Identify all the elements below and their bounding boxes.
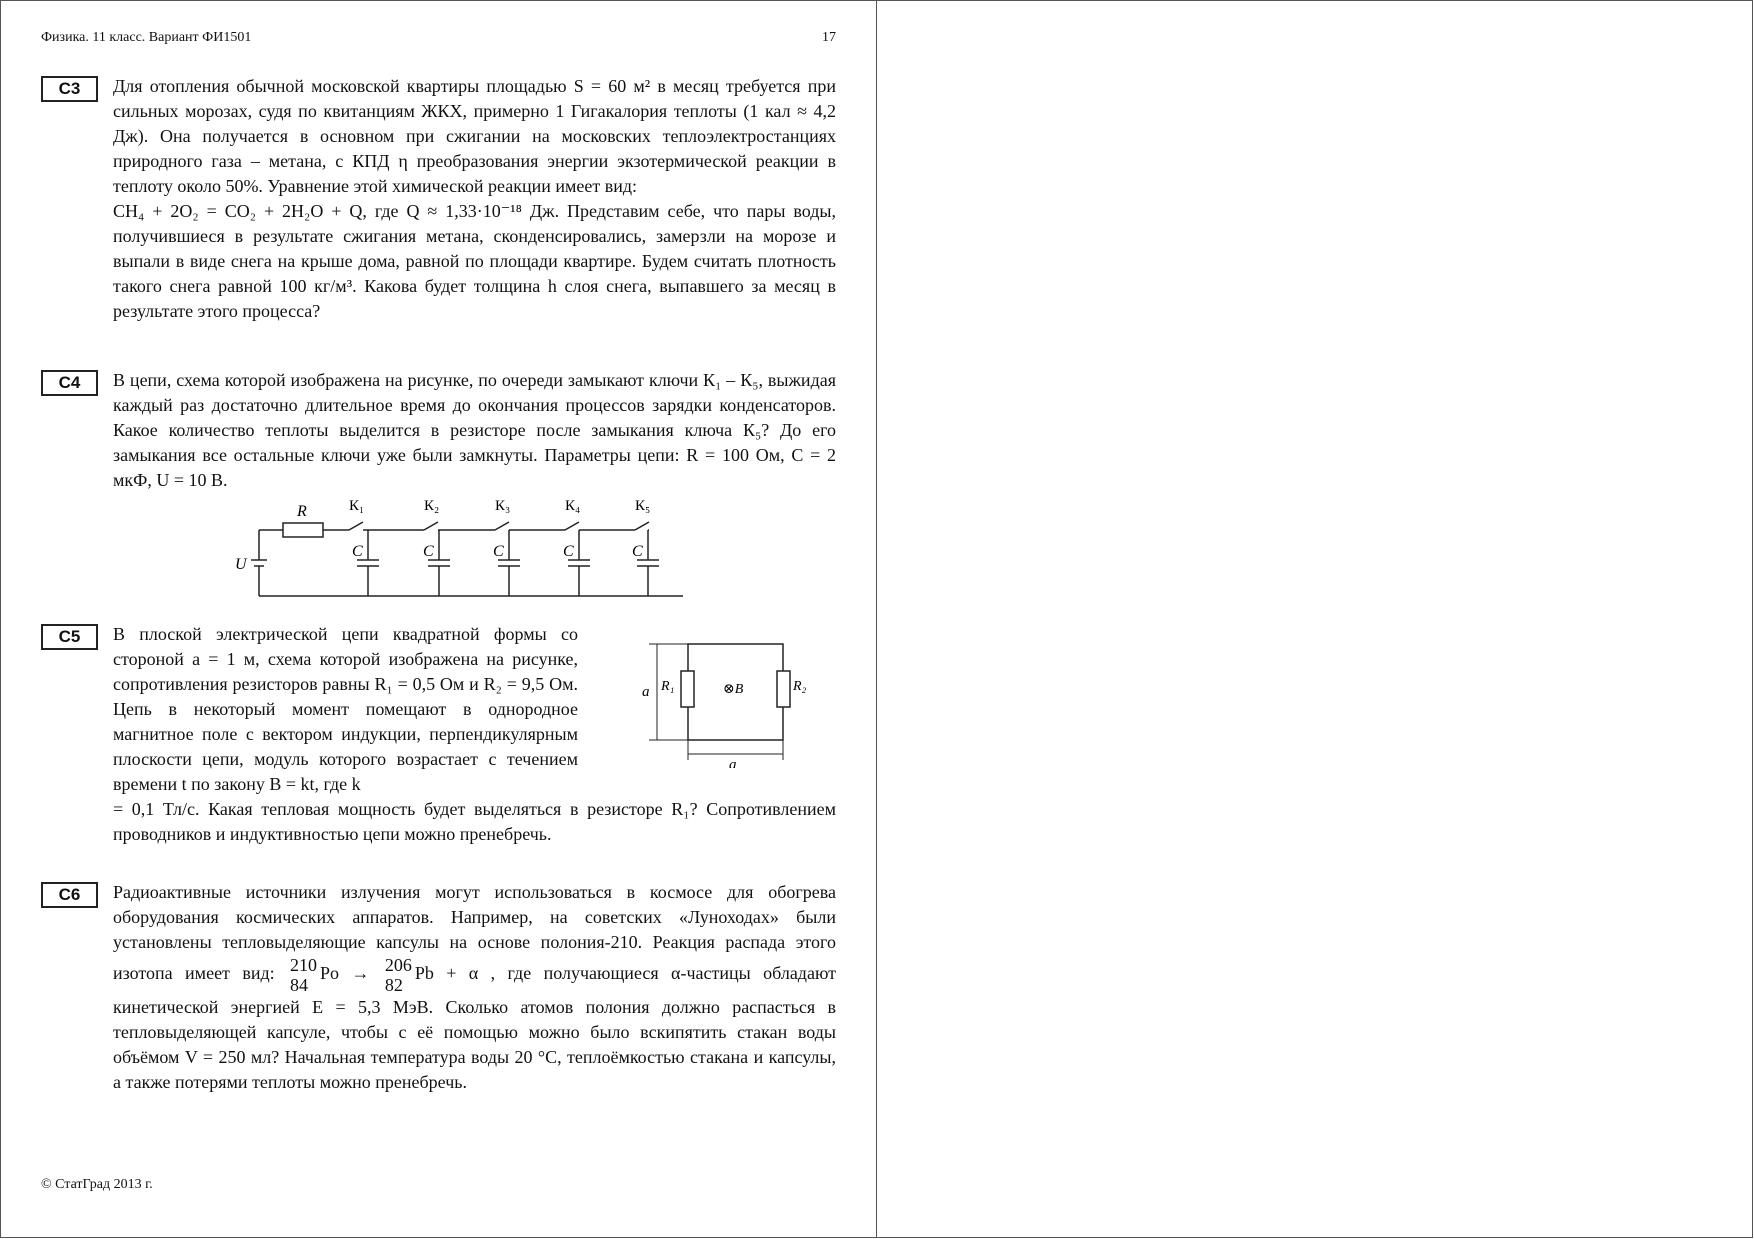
r1-label: R₁ xyxy=(661,679,675,694)
c5-text-side: В плоской электрической цепи квадратной формы со стороной a = 1 м, схема которой изображена на рисунке, сопротивления резисторов равны R₁ = 0,5 Ом и R₂ = 9,5 Ом. Цепь в некоторый момент помещают в однородное магнитное поле с вектором индукции, перпендикулярным плоскости цепи, модуль которого возрастает с течением времени t по закону B = kt, где k xyxy=(113,624,578,794)
c6-text-after: где получающиеся α-частицы обладают кинетической энергией E = 5,3 МэВ. Сколько атомов полония должно распасться в тепловыделяющей капсуле, чтобы с её помощью можно было вскипятить стакан воды объёмом V = 250 мл? Начальная температура воды 20 °С, теплоёмкостью стакана и капсулы, а также потерями теплоты можно пренебречь. xyxy=(113,963,837,1092)
task-c4 xyxy=(41,368,836,598)
source-label: U xyxy=(235,556,247,573)
side-label-horizontal: a xyxy=(729,757,737,768)
pb-symbol: Pb + α , xyxy=(414,963,496,984)
c6-paragraph xyxy=(113,880,836,1095)
reaction-arrow: → xyxy=(351,963,370,984)
po-symbol: Po xyxy=(320,963,340,984)
task-c5 xyxy=(41,622,836,847)
key-label-5: К₅ xyxy=(635,498,651,514)
capacitor-label-1: C xyxy=(352,543,363,560)
c4-text: В цепи, схема которой изображена на рисунке, по очереди замыкают ключи К₁ – К₅, выжидая каждый раз достаточно длительное время до окончания процессов зарядки конденсаторов. Какое количество теплоты выделится в резисторе после замыкания ключа К₅? До его замыкания все остальные ключи уже были замкнуты. Параметры цепи: R = 100 Ом, C = 2 мкФ, U = 10 В. xyxy=(113,370,836,490)
task-c6 xyxy=(41,880,836,1095)
r2-label: R₂ xyxy=(793,679,807,694)
key-label-4: К₄ xyxy=(565,498,581,514)
page-number: 17 xyxy=(822,30,836,45)
task-label-c3: С3 xyxy=(41,76,98,102)
po-mass-number: 210 xyxy=(290,955,318,975)
pb-mass-number: 206 xyxy=(384,955,412,975)
page-footer: © СтатГрад 2013 г. xyxy=(41,1177,153,1192)
key-label-3: К₃ xyxy=(495,498,511,514)
capacitor-label-4: C xyxy=(563,543,574,560)
capacitor-label-5: C xyxy=(632,543,643,560)
c5-text-full: = 0,1 Тл/с. Какая тепловая мощность будет выделяться в резисторе R₁? Сопротивлением проводников и индуктивностью цепи можно пренебречь. xyxy=(113,799,836,844)
po-charge-number: 84 xyxy=(290,975,309,995)
header-title: Физика. 11 класс. Вариант ФИ1501 xyxy=(41,30,252,45)
task-c3 xyxy=(41,74,836,324)
polonium-nuclide xyxy=(290,955,317,995)
key-5-blade xyxy=(635,522,649,530)
task-label-c6: С6 xyxy=(41,882,98,908)
capacitor-label-2: C xyxy=(423,543,434,560)
key-2-blade xyxy=(424,522,438,530)
square-circuit-diagram xyxy=(641,628,836,768)
key-3-blade xyxy=(495,522,509,530)
task-label-c5: С5 xyxy=(41,624,98,650)
resistor-label: R xyxy=(297,503,307,520)
key-label-2: К₂ xyxy=(424,498,440,514)
c3-paragraph-2: CH₄ + 2O₂ = CO₂ + 2H₂O + Q, где Q ≈ 1,33·10⁻¹⁸ Дж. Представим себе, что пары воды, получившиеся в результате сжигания метана, сконденсировались, замерзли на морозе и выпали в виде снега на крыше дома, равной по площади квартире. Будем считать плотность такого снега равной 100 кг/м³. Какова будет толщина h слоя снега, выпавшего за месяц в результате этого процесса? xyxy=(113,201,836,321)
magnetic-field-label: ⊗B⃗ xyxy=(723,682,755,697)
key-4-blade xyxy=(565,522,579,530)
lead-nuclide xyxy=(385,955,412,995)
c3-paragraph-1: Для отопления обычной московской квартиры площадью S = 60 м² в месяц требуется при сильных морозах, судя по квитанциям ЖКХ, примерно 1 Гигакалория теплоты (1 кал ≈ 4,2 Дж). Она получается в основном при сжигании на московских теплоэлектростанциях природного газа – метана, с КПД η преобразования энергии экзотермической реакции в теплоту около 50%. Уравнение этой химической реакции имеет вид: xyxy=(113,76,836,196)
task-label-c4: С4 xyxy=(41,370,98,396)
key-1-blade xyxy=(349,522,363,530)
capacitor-label-3: C xyxy=(493,543,504,560)
side-label-vertical: a xyxy=(642,684,650,700)
left-page xyxy=(0,0,877,1238)
page-header xyxy=(41,30,836,46)
right-page-blank xyxy=(877,0,1753,1238)
key-label-1: К₁ xyxy=(349,498,365,514)
c6-text-before: Радиоактивные источники излучения могут использоваться в космосе для обогрева оборудования космических аппаратов. Например, на советских «Луноходах» были установлены тепловыделяющие капсулы на основе полония-210. Реакция распада этого изотопа имеет вид: xyxy=(113,882,836,984)
rc-circuit-diagram xyxy=(231,488,701,598)
pb-charge-number: 82 xyxy=(384,975,403,995)
